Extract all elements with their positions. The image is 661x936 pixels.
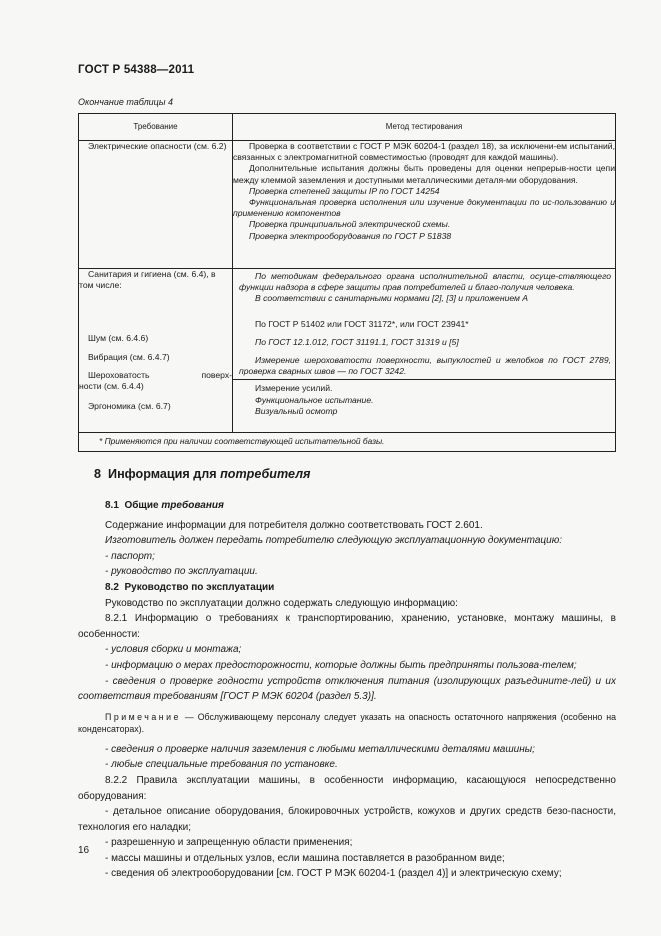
- paragraph: 8.2.1 Информацию о требованиях к транспортированию, хранению, установке, монтажу машины, в особенности:: [78, 613, 616, 640]
- column-header-method: Метод тестирования: [233, 114, 616, 141]
- paragraph: Руководство по эксплуатации должно содержать следующую информацию:: [105, 597, 458, 609]
- method-cell: По методикам федерального органа исполнительной власти, осуще-ствляющего функции надзора в сфере защиты прав потребителей и благо-получия человека. В соответствии с санитарными нормами [2], [3] и приложением А По ГОСТ Р 51402 или ГОСТ 31172*, или ГОСТ 23941* По ГОСТ 12.1.012, ГОСТ 31191.1, ГОСТ 31319 и [5] Измерение шероховатости поверхности, выпуклостей и желобков по ГОСТ 2789, проверка сварных швов — по ГОСТ 3242. Измерение усилий. Функциональное испытание. Визуальный осмотр: [233, 269, 616, 433]
- table-row: [79, 141, 616, 269]
- table-row: Санитария и гигиена (см. 6.4), в том числе: Шум (см. 6.4.6) Вибрация (см. 6.4.7) Шероховатость поверх- ности (см. 6.4.4) Эргономика (см. 6.7) По методикам федерального органа исполнительной власти, осуще-ствляющего функции надзора в сфере защиты прав потребителей и благо-получия человека. В соответствии с санитарными нормами [2], [3] и приложением А По ГОСТ Р 51402 или ГОСТ 31172*, или ГОСТ 23941* По ГОСТ 12.1.012, ГОСТ 31191.1, ГОСТ 31319 и [5] Измерение шероховатости поверхности, выпуклостей и желобков по ГОСТ 2789, проверка сварных швов — по ГОСТ 3242. Измерение усилий. Функциональное испытание. Визуальный осмотр: [79, 269, 616, 433]
- list-item: - паспорт;: [105, 550, 155, 562]
- requirement-cell: Вибрация (см. 6.4.7): [88, 351, 170, 362]
- table-footnote-row: [79, 433, 616, 451]
- list-item: - детальное описание оборудования, блокировочных устройств, кожухов и других средств безо-пасности, технология его наладки;: [78, 806, 616, 833]
- list-item: - любые специальные требования по установке.: [105, 759, 338, 771]
- paragraph: Изготовитель должен передать потребителю следующую эксплуатационную документацию:: [105, 535, 563, 547]
- list-item: - руководство по эксплуатации.: [105, 566, 258, 578]
- section-title: 8 Информация для потребителя: [94, 467, 311, 481]
- subsection-title: 8.1 Общие требования: [105, 500, 224, 511]
- requirement-cell: Эргономика (см. 6.7): [88, 401, 171, 412]
- table-caption: Окончание таблицы 4: [78, 97, 173, 107]
- requirements-table: [78, 113, 616, 452]
- method-cell: Проверка в соответствии с ГОСТ Р МЭК 60204-1 (раздел 18), за исключени-ем испытаний, связанных с электромагнитной совместимостью (проводят для каждой машины). Дополнительные испытания должны быть проведены для оценки непрерыв-ности цепи между клеммой заземления и доступными металлическими деталя-ми оборудования. Проверка степеней защиты IP по ГОСТ 14254 Функциональная проверка исполнения или изучение документации по ис-пользованию и применению компонентов Проверка принципиальной электрической схемы. Проверка электрооборудования по ГОСТ Р 51838: [233, 141, 616, 269]
- paragraph: 8.2.2 Правила эксплуатации машины, в особенности информацию, касающуюся непосредственно оборудования:: [78, 774, 616, 802]
- requirement-cell: Электрические опасности (см. 6.2): [88, 141, 227, 151]
- paragraph: Содержание информации для потребителя должно соответствовать ГОСТ 2.601.: [105, 519, 483, 531]
- section-body: [78, 498, 616, 882]
- table-header-row: [79, 114, 616, 141]
- list-item: - сведения о проверке наличия заземления с любыми металлическими деталями машины;: [105, 743, 535, 755]
- list-item: - массы машины и отдельных узлов, если машина поставляется в разобранном виде;: [105, 852, 505, 864]
- column-header-requirement: Требование: [79, 114, 233, 141]
- list-item: - разрешенную и запрещенную области применения;: [105, 837, 353, 849]
- table-footnote: * Применяются при наличии соответствующей испытательной базы.: [79, 433, 616, 451]
- requirement-cell: Шероховатость поверх-: [88, 369, 232, 380]
- requirement-cell: Шум (см. 6.4.6): [88, 333, 149, 344]
- page-number: 16: [78, 845, 90, 856]
- list-item: - сведения об электрооборудовании [см. ГОСТ Р МЭК 60204-1 (раздел 4)] и электрическую схему;: [105, 868, 562, 880]
- document-header: ГОСТ Р 54388—2011: [78, 64, 195, 76]
- requirement-cell: Санитария и гигиена (см. 6.4), в том числе:: [79, 269, 216, 291]
- list-item: - условия сборки и монтажа;: [105, 644, 242, 656]
- subsection-title: 8.2 Руководство по эксплуатации: [105, 581, 275, 593]
- list-item: - сведения о проверке годности устройств отключения питания (изолирующих разъедините-лей) и их соответствия требованиям [ГОСТ Р МЭК 60204 (раздел 5.3)].: [78, 675, 616, 703]
- list-item: - информацию о мерах предосторожности, которые должны быть предприняты пользова-телем;: [105, 659, 577, 671]
- note: Примечание — Обслуживающему персоналу следует указать на опасность остаточного напряжения (особенно на конденсаторах).: [78, 711, 616, 734]
